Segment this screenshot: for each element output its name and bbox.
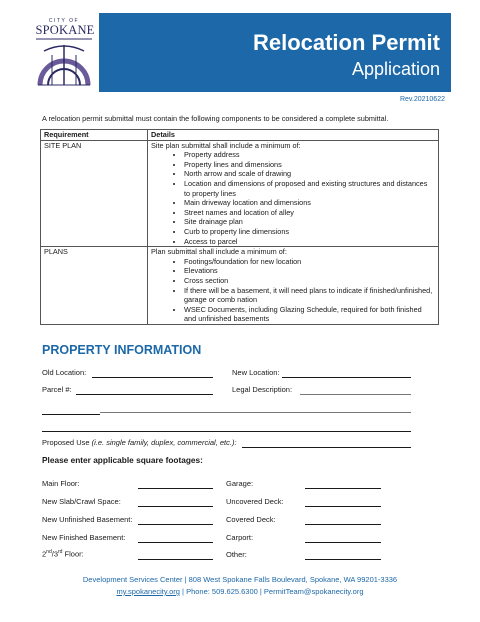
requirement-cell: PLANS — [41, 247, 148, 325]
uncovered-deck-field[interactable] — [305, 506, 381, 507]
old-location-label: Old Location: — [42, 368, 87, 377]
intro-text: A relocation permit submittal must contain the following components to be considered a complete submittal. — [42, 114, 389, 123]
square-footage-heading: Please enter applicable square footages: — [42, 455, 203, 465]
page-subtitle: Application — [351, 59, 440, 79]
list-item: • Main driveway location and dimensions — [184, 198, 435, 208]
main-floor-label: Main Floor: — [42, 479, 80, 488]
details-lead: Site plan submittal shall include a minimum of: — [151, 140, 301, 150]
upper-floor-sup-a: nd — [46, 549, 52, 555]
slab-crawl-field[interactable] — [138, 506, 213, 507]
list-item: • Cross section — [184, 276, 435, 286]
unfinished-basement-label: New Unfinished Basement: — [42, 515, 133, 524]
finished-basement-field[interactable] — [138, 542, 213, 543]
footer-contact — [0, 587, 480, 596]
legal-description-field[interactable] — [300, 394, 411, 395]
covered-deck-label: Covered Deck: — [226, 515, 276, 524]
list-item: • Street names and location of alley — [184, 208, 435, 218]
list-item: • North arrow and scale of drawing — [184, 169, 435, 179]
revision-number: Rev.20210622 — [399, 96, 445, 103]
new-location-label: New Location: — [232, 368, 280, 377]
page-title: Relocation Permit — [252, 30, 440, 55]
footer-address: Development Services Center | 808 West Spokane Falls Boulevard, Spokane, WA 99201-3336 — [82, 575, 398, 584]
email-link[interactable]: PermitTeam@spokanecity.org — [263, 587, 364, 596]
list-item: • Location and dimensions of proposed and existing structures and distances to property lines — [184, 179, 435, 198]
requirements-table — [40, 129, 439, 325]
upper-floor-label-c: Floor: — [62, 549, 84, 559]
list-item: • Property address — [184, 150, 435, 160]
legal-description-line-3[interactable] — [42, 431, 411, 432]
footer-phone: | Phone: 509.625.6300 | — [179, 587, 264, 596]
slab-crawl-label: New Slab/Crawl Space: — [42, 497, 121, 506]
upper-floor-label-a: 2 — [42, 549, 47, 559]
legal-description-line-2b[interactable] — [100, 412, 411, 413]
city-logo-icon — [34, 27, 94, 89]
requirement-cell: SITE PLAN — [41, 140, 148, 247]
parcel-field[interactable] — [76, 394, 213, 395]
upper-floor-field[interactable] — [138, 559, 213, 560]
uncovered-deck-label: Uncovered Deck: — [226, 497, 284, 506]
legal-description-label: Legal Description: — [232, 385, 293, 394]
carport-field[interactable] — [305, 542, 381, 543]
covered-deck-field[interactable] — [305, 524, 381, 525]
main-floor-field[interactable] — [138, 488, 213, 489]
proposed-use-label-text: Proposed Use — [42, 438, 90, 447]
garage-field[interactable] — [305, 488, 381, 489]
list-item: • WSEC Documents, including Glazing Schedule, required for both finished and unfinished basements — [184, 305, 435, 324]
logo-name-text: SPOKANE — [35, 23, 95, 37]
other-field[interactable] — [305, 559, 381, 560]
list-item: • Footings/foundation for new location — [184, 257, 435, 267]
list-item: • Site drainage plan — [184, 217, 435, 227]
table-header-row — [41, 130, 439, 141]
other-label: Other: — [226, 550, 247, 559]
old-location-field[interactable] — [92, 377, 213, 378]
upper-floor-label-b: /3 — [51, 549, 58, 559]
logo-city-text: CITY OF — [48, 18, 80, 24]
list-item: • Property lines and dimensions — [184, 160, 435, 170]
proposed-use-hint: (i.e. single family, duplex, commercial, etc.): — [91, 438, 237, 447]
table-row — [41, 247, 439, 325]
table-header: Requirement — [41, 130, 148, 141]
list-item: • Curb to property line dimensions — [184, 227, 435, 237]
property-info-heading: PROPERTY INFORMATION — [42, 343, 202, 357]
carport-label: Carport: — [226, 533, 254, 542]
unfinished-basement-field[interactable] — [138, 524, 213, 525]
details-list — [151, 150, 435, 246]
table-header: Details — [148, 130, 439, 141]
proposed-use-field[interactable] — [242, 447, 411, 448]
details-list — [151, 257, 435, 324]
upper-floor-label — [42, 549, 84, 559]
details-cell — [148, 247, 439, 325]
list-item: • If there will be a basement, it will need plans to indicate if finished/unfinished, garage or comb nation — [184, 286, 435, 305]
details-lead: Plan submittal shall include a minimum of: — [151, 247, 287, 257]
list-item: • Elevations — [184, 266, 435, 276]
parcel-label: Parcel #: — [42, 385, 72, 394]
list-item: • Access to parcel — [184, 237, 435, 247]
table-row — [41, 140, 439, 247]
new-location-field[interactable] — [282, 377, 411, 378]
upper-floor-sup-b: rd — [58, 549, 63, 555]
garage-label: Garage: — [226, 479, 254, 488]
proposed-use-label — [42, 438, 237, 447]
finished-basement-label: New Finished Basement: — [42, 533, 126, 542]
legal-description-line-2[interactable] — [42, 414, 100, 415]
details-cell — [148, 140, 439, 247]
website-link[interactable]: my.spokanecity.org — [116, 587, 180, 596]
